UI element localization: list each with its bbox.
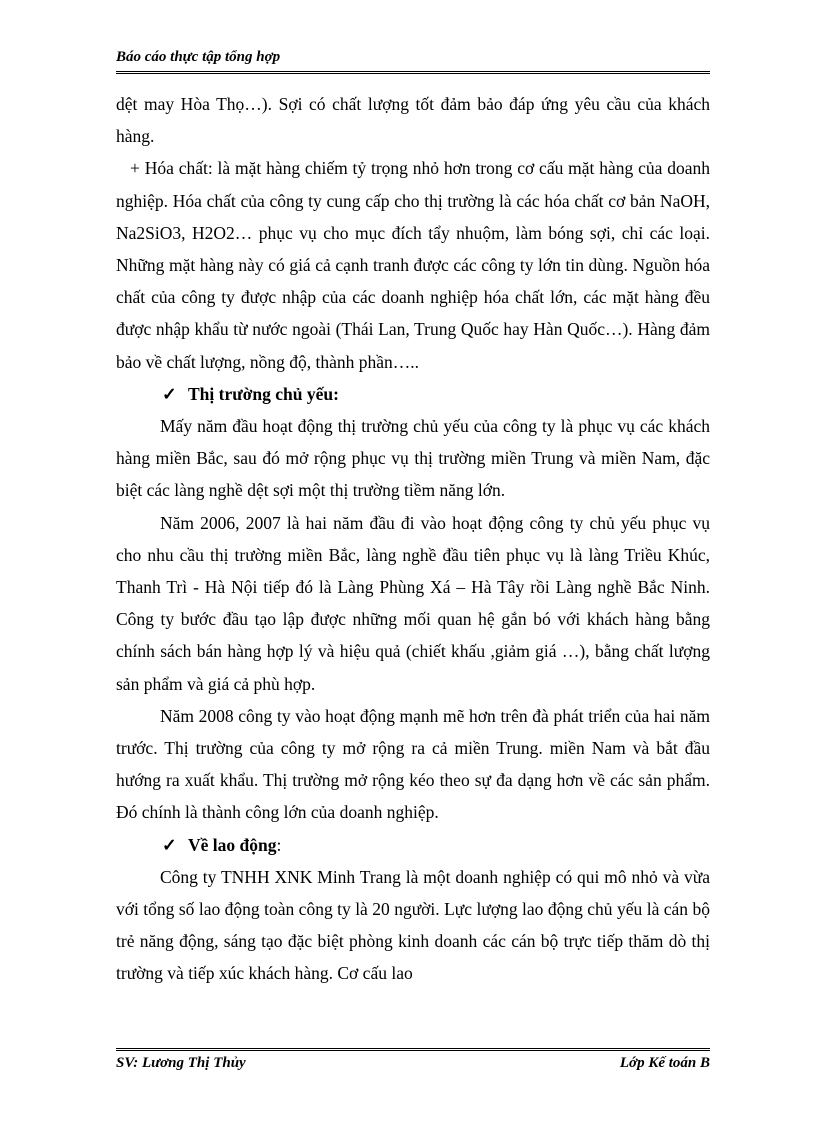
footer-class: Lớp Kế toán B: [619, 1055, 710, 1071]
paragraph-labor: Công ty TNHH XNK Minh Trang là một doanh nghiệp có qui mô nhỏ và vừa với tổng số lao động toàn công ty là 20 người. Lực lượng lao động chủ yếu là cán bộ trẻ năng động, sáng tạo đặc biệt phòng kinh doanh các cán bộ trực tiếp thăm dò thị trường và tiếp xúc khách hàng. Cơ cấu lao: [116, 866, 710, 984]
footer-student: SV: Lương Thị Thủy: [116, 1055, 246, 1071]
paragraph-yarn-continued: dệt may Hòa Thọ…). Sợi có chất lượng tốt đảm bảo đáp ứng yêu cầu của khách hàng.: [116, 94, 710, 147]
paragraph-market-1: Mấy năm đầu hoạt động thị trường chủ yếu của công ty là phục vụ các khách hàng miền Bắc, sau đó mở rộng phục vụ thị trường miền Trung và miền Nam, đặc biệt các làng nghề dệt sợi một thị trường tiềm năng lớn.: [116, 416, 710, 501]
document-body: [116, 88, 710, 990]
heading-labor-text: Về lao động: [188, 834, 277, 855]
section-heading-market: [116, 378, 710, 410]
paragraph-chemicals: + Hóa chất: là mặt hàng chiếm tỷ trọng nhỏ hơn trong cơ cấu mặt hàng của doanh nghiệp. Hóa chất của công ty cung cấp cho thị trường là các hóa chất cơ bản NaOH, Na2SiO3, H2O2… phục vụ cho mục đích tẩy nhuộm, làm bóng sợi, chỉ các loại. Những mặt hàng này có giá cả cạnh tranh được các công ty lớn tin dùng. Nguồn hóa chất của công ty được nhập của các doanh nghiệp hóa chất lớn, các mặt hàng đều được nhập khẩu từ nước ngoài (Thái Lan, Trung Quốc hay Hàn Quốc…). Hàng đảm bảo về chất lượng, nồng độ, thành phần…..: [116, 158, 710, 372]
header-title: Báo cáo thực tập tổng hợp: [116, 49, 281, 65]
paragraph-market-2: Năm 2006, 2007 là hai năm đầu đi vào hoạt động công ty chủ yếu phục vụ cho nhu cầu thị trường miền Bắc, làng nghề đầu tiên phục vụ là làng Triều Khúc, Thanh Trì - Hà Nội tiếp đó là Làng Phùng Xá – Hà Tây rồi Làng nghề Bắc Ninh. Công ty bước đầu tạo lập được những mối quan hệ gắn bó với khách hàng bằng chính sách bán hàng hợp lý và hiệu quả (chiết khấu ,giảm giá …), bằng chất lượng sản phẩm và giá cả phù hợp.: [116, 512, 710, 694]
paragraph-market-3: Năm 2008 công ty vào hoạt động mạnh mẽ hơn trên đà phát triển của hai năm trước. Thị trường của công ty mở rộng ra cả miền Trung. miền Nam và bắt đầu hướng ra xuất khẩu. Thị trường mở rộng kéo theo sự đa dạng hơn về các sản phẩm. Đó chính là thành công lớn của doanh nghiệp.: [116, 705, 710, 823]
check-icon: ✓: [162, 834, 177, 855]
page-header: [116, 48, 710, 74]
check-icon: ✓: [162, 383, 177, 404]
page-footer: [116, 1048, 710, 1072]
section-heading-labor: [116, 829, 710, 861]
heading-market-text: Thị trường chủ yếu:: [188, 383, 339, 404]
heading-labor-colon: :: [276, 834, 282, 855]
